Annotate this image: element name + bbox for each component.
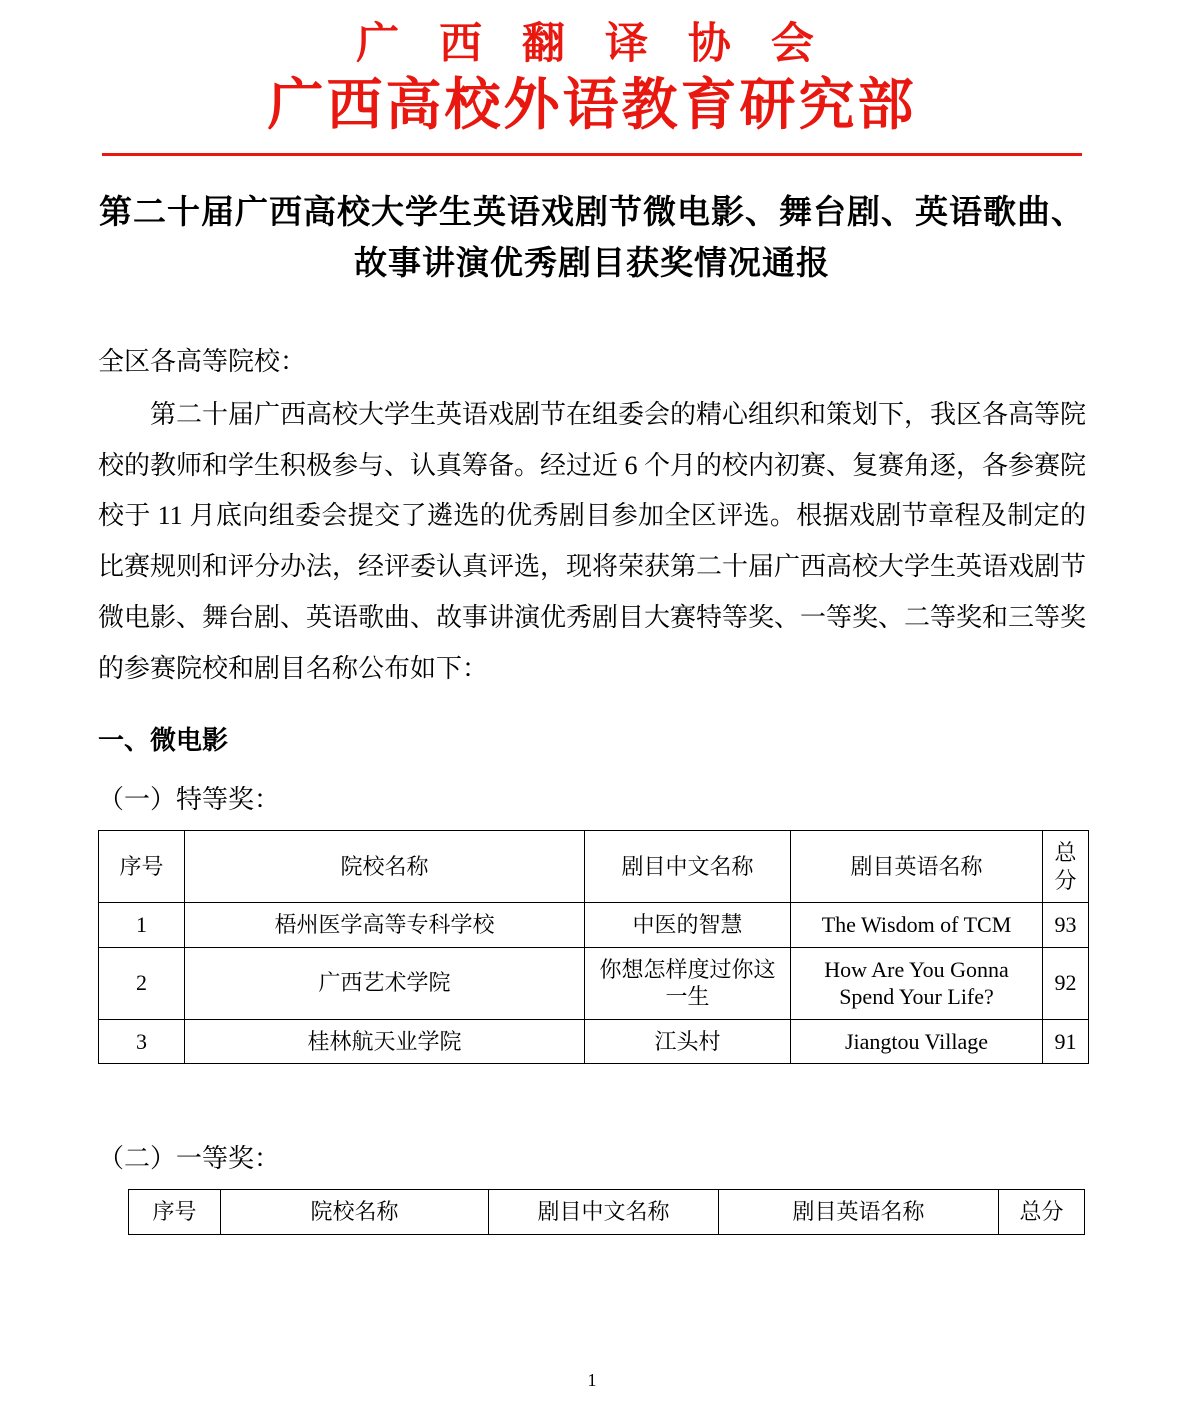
cell-index: 1: [99, 903, 185, 948]
table-header-row: [99, 831, 1089, 903]
column-header-chinese-title: 剧目中文名称: [489, 1190, 719, 1235]
letterhead-divider: [102, 153, 1082, 156]
column-header-english-title: 剧目英语名称: [719, 1190, 999, 1235]
letterhead: [98, 10, 1086, 156]
column-header-index: 序号: [129, 1190, 221, 1235]
cell-university: 梧州医学高等专科学校: [185, 903, 585, 948]
table-spacer: [98, 1064, 1086, 1116]
subsection-heading-special-prize: （一）特等奖：: [98, 785, 281, 815]
first-prize-table: [128, 1189, 1085, 1235]
cell-university: 广西艺术学院: [185, 947, 585, 1019]
column-header-index: 序号: [99, 831, 185, 903]
cell-chinese-title: 你想怎样度过你这一生: [585, 947, 791, 1019]
special-prize-table: [98, 830, 1089, 1064]
column-header-english-title: 剧目英语名称: [791, 831, 1043, 903]
cell-chinese-title: 中医的智慧: [585, 903, 791, 948]
organization-name-primary: 广 西 翻 译 协 会: [356, 20, 828, 68]
column-header-university: 院校名称: [221, 1190, 489, 1235]
table-header-row: [129, 1190, 1085, 1235]
table-row: [99, 903, 1089, 948]
cell-index: 2: [99, 947, 185, 1019]
subsection-heading-first-prize: （二）一等奖：: [98, 1144, 281, 1174]
cell-english-title: Jiangtou Village: [791, 1019, 1043, 1064]
cell-english-title: The Wisdom of TCM: [791, 903, 1043, 948]
column-header-university: 院校名称: [185, 831, 585, 903]
table-row: [99, 1019, 1089, 1064]
cell-chinese-title: 江头村: [585, 1019, 791, 1064]
cell-score: 91: [1043, 1019, 1089, 1064]
page-title: 第二十届广西高校大学生英语戏剧节微电影、舞台剧、英语歌曲、故事讲演优秀剧目获奖情况通报: [99, 192, 1085, 281]
cell-university: 桂林航天业学院: [185, 1019, 585, 1064]
organization-name-secondary: 广西高校外语教育研究部: [267, 73, 917, 137]
cell-index: 3: [99, 1019, 185, 1064]
page-number: 1: [587, 1370, 597, 1390]
section-heading-microfilm: 一、微电影: [98, 725, 229, 756]
table-row: [99, 947, 1089, 1019]
salutation: 全区各高等院校：: [98, 346, 307, 376]
column-header-score: 总分: [999, 1190, 1085, 1235]
body-paragraph-1: 第二十届广西高校大学生英语戏剧节在组委会的精心组织和策划下，我区各高等院校的教师和学生积极参与、认真筹备。经过近 6 个月的校内初赛、复赛角逐，各参赛院校于 11 月底向组委会提交了遴选的优秀剧目参加全区评选。根据戏剧节章程及制定的比赛规则和评分办法，经评委认真评选，现将荣获第二十届广西高校大学生英语戏剧节微电影、舞台剧、英语歌曲、故事讲演优秀剧目大赛特等奖、一等奖、二等奖和三等奖的参赛院校和剧目名称公布如下：: [98, 400, 1087, 683]
column-header-chinese-title: 剧目中文名称: [585, 831, 791, 903]
cell-score: 92: [1043, 947, 1089, 1019]
column-header-score: 总分: [1043, 831, 1089, 903]
cell-score: 93: [1043, 903, 1089, 948]
cell-english-title: How Are You Gonna Spend Your Life?: [791, 947, 1043, 1019]
